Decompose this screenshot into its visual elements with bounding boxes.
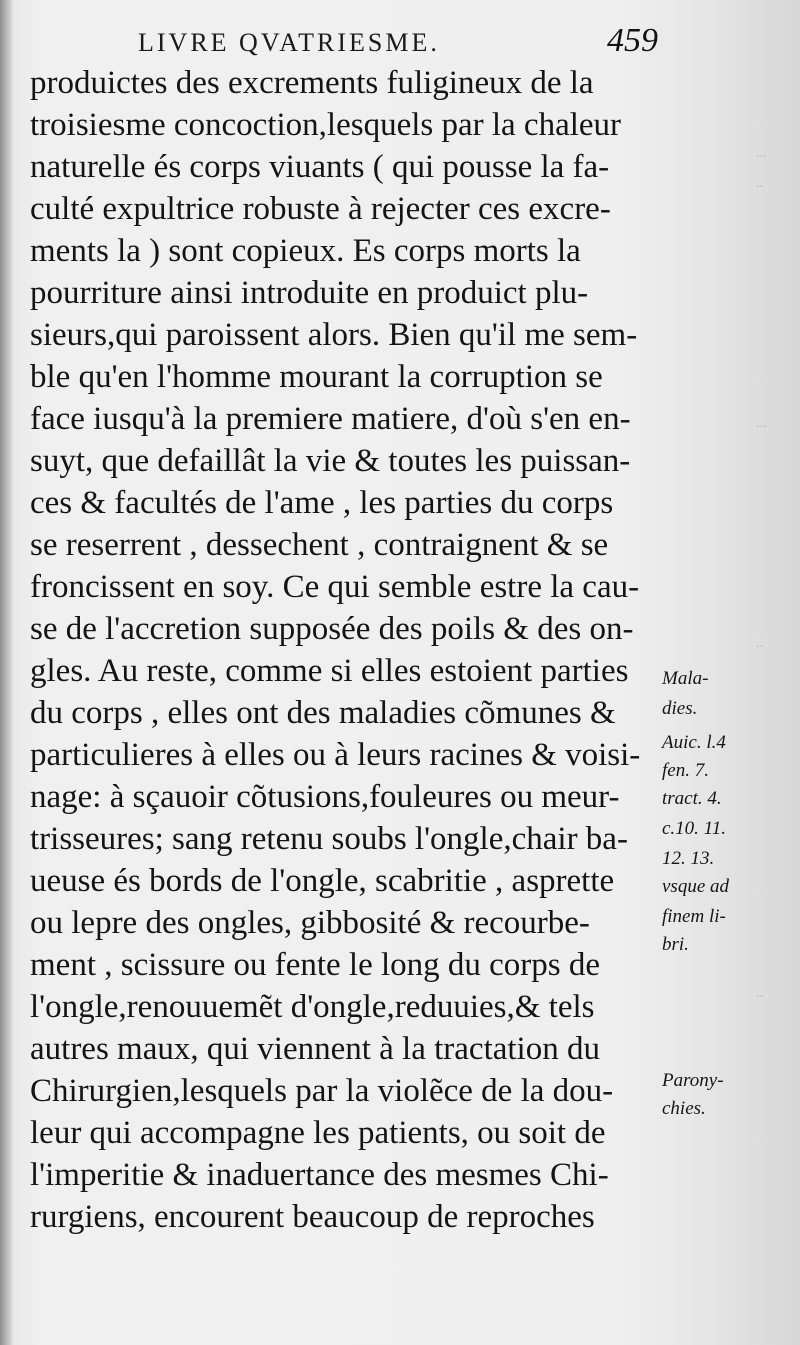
text-line: naturelle és corps viuants ( qui pousse la fa- [30,149,610,185]
running-head: LIVRE QVATRIESME. [138,28,440,57]
margin-note: 12. 13. [662,848,715,869]
margin-note: bri. [662,934,689,955]
text-line: ment , scissure ou fente le long du corps de [30,947,601,983]
margin-note: chies. [662,1098,706,1119]
text-line: troisiesme concoction,lesquels par la chaleur [30,107,622,143]
margin-note: finem li- [662,906,726,927]
text-line: nage: à sçauoir cõtusions,fouleures ou meur- [30,779,620,815]
text-line: ueuse és bords de l'ongle, scabritie , asprette [30,863,615,899]
text-line: produictes des excrements fuligineux de la [30,65,594,101]
text-line: autres maux, qui viennent à la tractation du [30,1031,600,1067]
margin-note: vsque ad [662,876,730,897]
text-line: leur qui accompagne les patients, ou soit de [30,1115,606,1151]
text-line: particulieres à elles ou à leurs racines & voisi- [30,737,641,773]
margin-note: dies. [662,698,698,719]
text-line: l'ongle,renouuemẽt d'ongle,reduuies,& tels [30,989,595,1025]
text-line: pourriture ainsi introduite en produict plu- [30,275,589,311]
text-line: froncissent en soy. Ce qui semble estre la cau- [30,569,640,605]
margin-note: Mala- [662,668,709,689]
text-line: ble qu'en l'homme mourant la corruption se [30,359,603,395]
text-line: se reserrent , dessechent , contraignent & se [30,527,609,563]
text-line: ou lepre des ongles, gibbosité & recourbe- [30,905,590,941]
page-header [138,22,658,62]
text-line: trisseures; sang retenu soubs l'ongle,chair ba- [30,821,628,857]
text-line: sieurs,qui paroissent alors. Bien qu'il me sem- [30,317,638,353]
margin-note: Auic. l.4 [662,732,726,753]
margin-note: fen. 7. [662,760,709,781]
text-line: ces & facultés de l'ame , les parties du corps [30,485,614,521]
text-line: Chirurgien,lesquels par la violẽce de la dou- [30,1073,614,1109]
margin-note: c.10. 11. [662,818,727,839]
text-line: l'imperitie & inaduertance des mesmes Chi- [30,1157,609,1193]
text-line: se de l'accretion supposée des poils & des on- [30,611,634,647]
text-line: ments la ) sont copieux. Es corps morts la [30,233,581,269]
page-number: 459 [607,22,658,59]
text-line: suyt, que defaillât la vie & toutes les puissan- [30,443,631,479]
margin-note: tract. 4. [662,788,722,809]
bleed-through-margin: ··· ·· ··· ·· ·· [756,150,767,1005]
text-line: culté expultrice robuste à rejecter ces excre- [30,191,611,227]
margin-note: Parony- [662,1070,724,1091]
text-line: du corps , elles ont des maladies cõmunes & [30,695,616,731]
text-line: rurgiens, encourent beaucoup de reproches [30,1199,595,1235]
text-line: gles. Au reste, comme si elles estoient parties [30,653,629,689]
text-line: face iusqu'à la premiere matiere, d'où s'en en- [30,401,631,437]
